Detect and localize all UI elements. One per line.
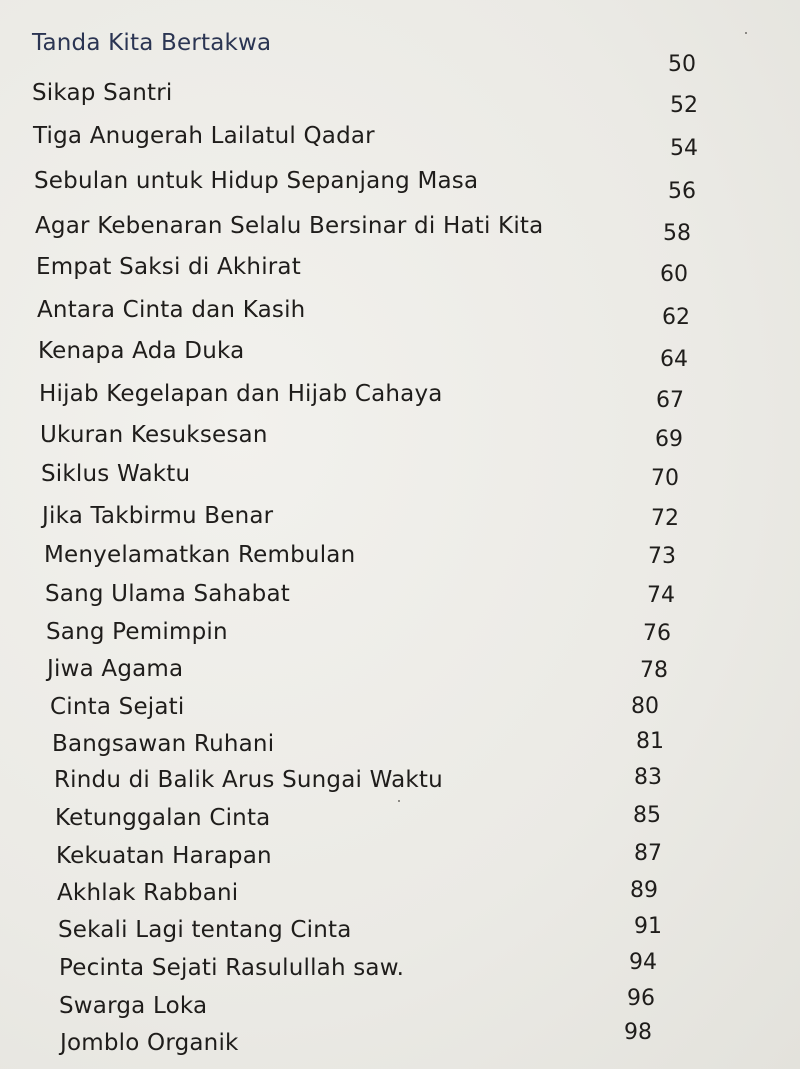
toc-entry-page-number: 60: [660, 262, 688, 287]
toc-entry-page-number: 70: [651, 466, 679, 491]
toc-entry-title: Sikap Santri: [32, 80, 173, 106]
toc-entry-title: Sang Ulama Sahabat: [45, 581, 290, 607]
toc-entry-title: Tanda Kita Bertakwa: [32, 30, 272, 56]
toc-entry-page-number: 81: [636, 729, 664, 754]
toc-entry-title: Sekali Lagi tentang Cinta: [58, 917, 352, 943]
toc-entry-page-number: 52: [670, 93, 698, 118]
toc-entry-title: Cinta Sejati: [50, 694, 185, 720]
toc-entry-title: Jiwa Agama: [47, 656, 184, 682]
toc-entry-title: Antara Cinta dan Kasih: [37, 297, 306, 323]
toc-entry-title: Kekuatan Harapan: [56, 843, 272, 869]
toc-entry-title: Kenapa Ada Duka: [38, 338, 245, 364]
toc-entry-page-number: 74: [647, 583, 675, 608]
toc-entry-page-number: 58: [663, 221, 691, 246]
toc-entry-page-number: 80: [631, 694, 659, 719]
toc-entry-title: Agar Kebenaran Selalu Bersinar di Hati Kita: [35, 213, 544, 239]
toc-entry-page-number: 69: [655, 427, 683, 452]
toc-entry-page-number: 64: [660, 347, 688, 372]
toc-entry-page-number: 87: [634, 841, 662, 866]
toc-entry-title: Akhlak Rabbani: [57, 880, 239, 906]
toc-entry-title: Sebulan untuk Hidup Sepanjang Masa: [34, 168, 479, 194]
toc-entry-page-number: 50: [668, 52, 696, 77]
toc-entry-page-number: 54: [670, 136, 698, 161]
toc-entry-page-number: 94: [629, 950, 657, 975]
toc-entry-title: Swarga Loka: [59, 993, 208, 1019]
toc-entry-title: Pecinta Sejati Rasulullah saw.: [59, 955, 405, 981]
toc-entry-title: Tiga Anugerah Lailatul Qadar: [33, 123, 375, 149]
toc-entry-page-number: 62: [662, 305, 690, 330]
toc-entry-page-number: 98: [624, 1020, 652, 1045]
toc-entry-title: Hijab Kegelapan dan Hijab Cahaya: [39, 381, 443, 407]
toc-entry-page-number: 78: [640, 658, 668, 683]
toc-entry-title: Siklus Waktu: [41, 461, 191, 487]
toc-entry-title: Jomblo Organik: [60, 1030, 239, 1056]
toc-entry-title: Menyelamatkan Rembulan: [44, 542, 356, 568]
toc-entry-title: Empat Saksi di Akhirat: [36, 254, 301, 280]
toc-entry-page-number: 83: [634, 765, 662, 790]
toc-entry-title: Rindu di Balik Arus Sungai Waktu: [54, 767, 443, 793]
toc-entry-page-number: 67: [656, 388, 684, 413]
toc-entry-title: Ketunggalan Cinta: [55, 805, 271, 831]
toc-entry-title: Jika Takbirmu Benar: [42, 503, 274, 529]
toc-entry-page-number: 96: [627, 986, 655, 1011]
toc-entry-title: Ukuran Kesuksesan: [40, 422, 268, 448]
toc-entry-page-number: 72: [651, 506, 679, 531]
toc-entry-page-number: 73: [648, 544, 676, 569]
toc-entry-page-number: 56: [668, 179, 696, 204]
toc-entry-title: Sang Pemimpin: [46, 619, 228, 645]
toc-entry-page-number: 76: [643, 621, 671, 646]
toc-entry-page-number: 89: [630, 878, 658, 903]
toc-entry-page-number: 85: [633, 803, 661, 828]
paper-speck: [398, 800, 400, 802]
paper-speck: [745, 32, 747, 34]
toc-entry-page-number: 91: [634, 914, 662, 939]
toc-entry-title: Bangsawan Ruhani: [52, 731, 275, 757]
